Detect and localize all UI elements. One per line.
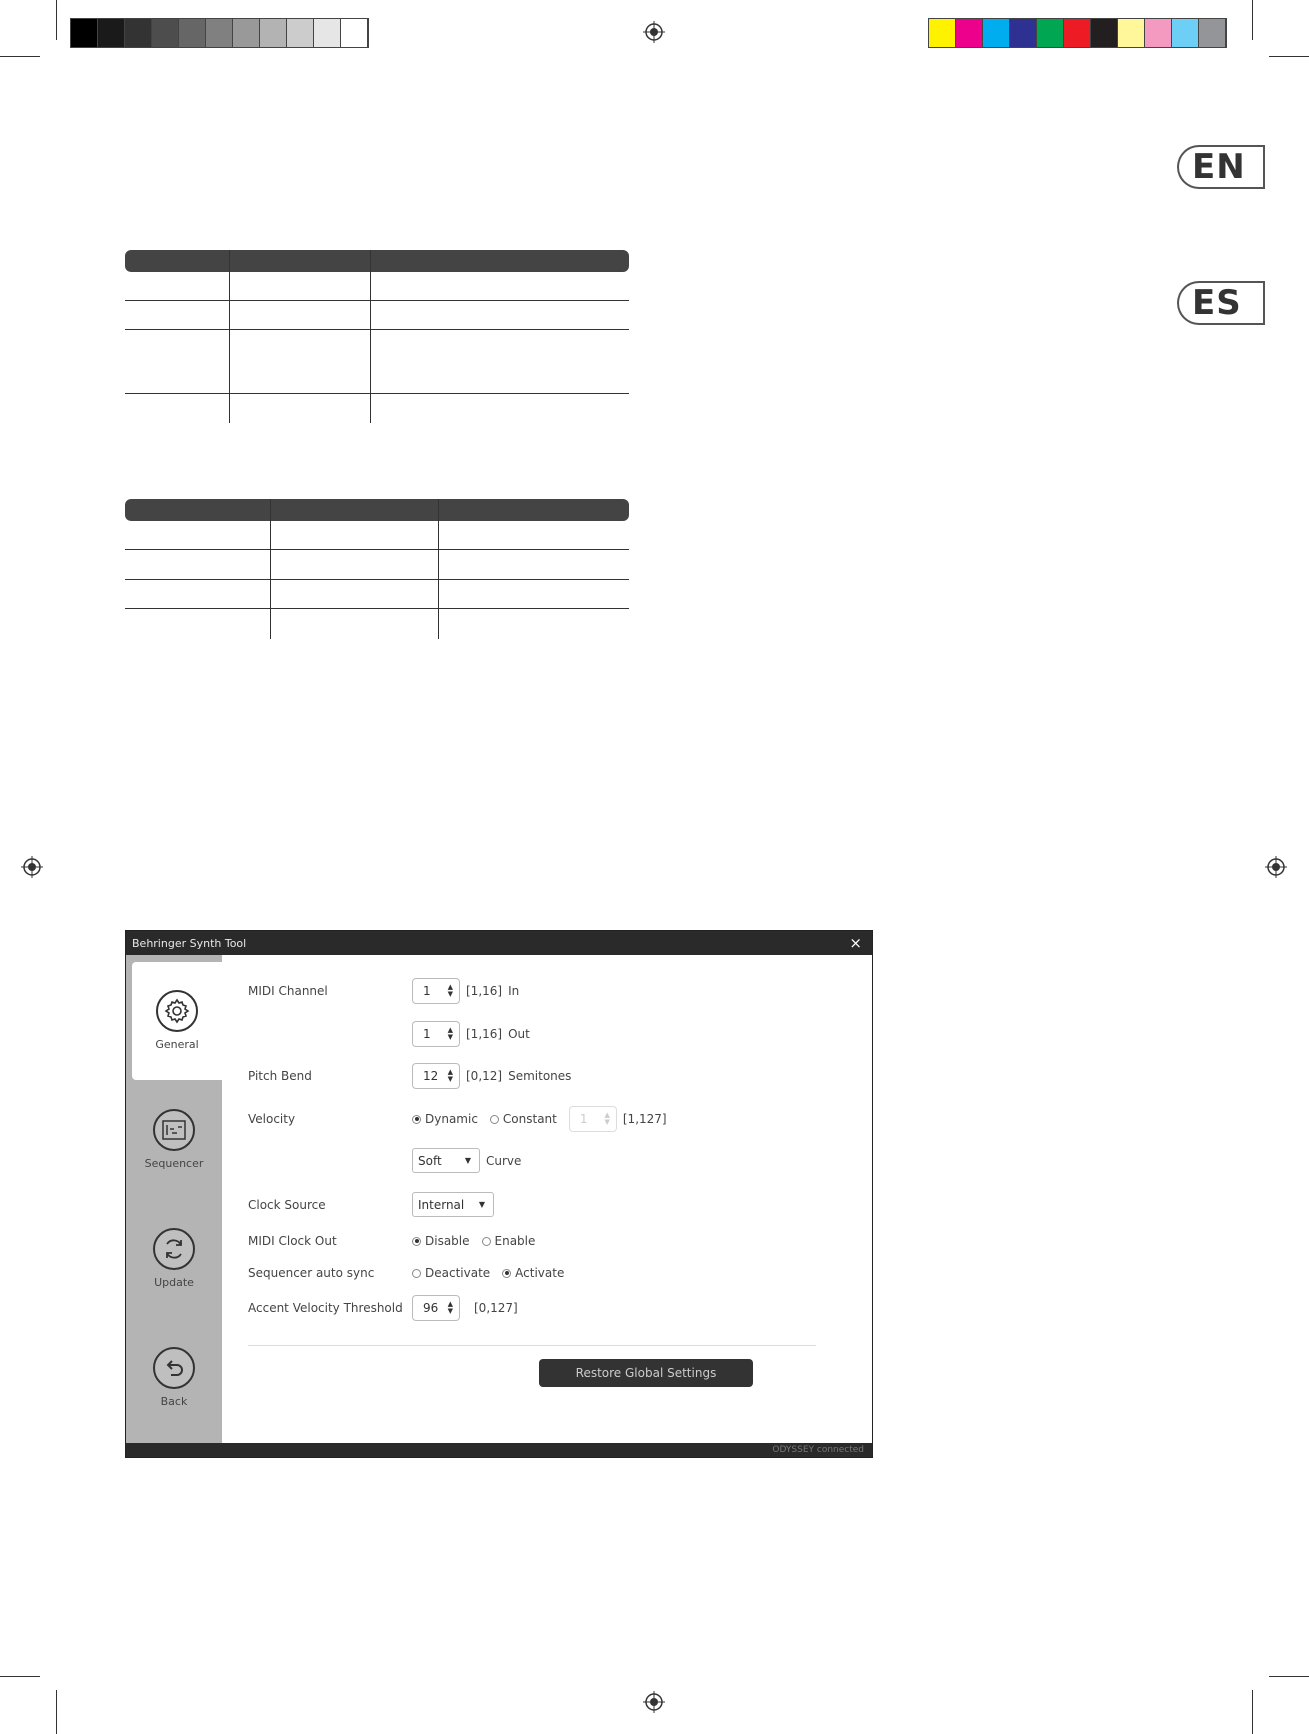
color-swatch xyxy=(314,19,341,47)
gear-icon xyxy=(156,990,198,1032)
pitch-bend-suffix: Semitones xyxy=(508,1069,572,1083)
velocity-constant-radio[interactable]: Constant xyxy=(490,1112,557,1126)
restore-global-settings-button[interactable]: Restore Global Settings xyxy=(539,1359,753,1387)
color-swatch xyxy=(206,19,233,47)
color-swatch xyxy=(179,19,206,47)
registration-mark-icon xyxy=(643,1691,665,1713)
color-swatch xyxy=(233,19,260,47)
registration-mark-icon xyxy=(21,856,43,878)
table-row xyxy=(125,301,629,330)
dropdown-arrow-icon: ▼ xyxy=(464,1156,471,1165)
midi-in-stepper[interactable]: 1 ▲ ▼ xyxy=(412,978,460,1004)
sidebar-item-label: Sequencer xyxy=(144,1157,204,1170)
color-swatch xyxy=(1064,19,1091,47)
velocity-dynamic-radio[interactable]: Dynamic xyxy=(412,1112,478,1126)
velocity-range: [1,127] xyxy=(622,1112,667,1126)
stepper-arrows-icon: ▲ ▼ xyxy=(447,1300,453,1315)
process-color-bar xyxy=(928,18,1227,48)
pitch-bend-label: Pitch Bend xyxy=(248,1069,312,1083)
accent-velocity-stepper[interactable]: 96 ▲ ▼ xyxy=(412,1295,460,1321)
sidebar xyxy=(126,955,222,1444)
color-swatch xyxy=(1037,19,1064,47)
velocity-curve-select[interactable]: Soft ▼ xyxy=(412,1148,480,1173)
title-bar xyxy=(126,931,872,955)
table-one xyxy=(125,250,629,423)
color-swatch xyxy=(1199,19,1226,47)
color-swatch xyxy=(1145,19,1172,47)
stepper-arrows-icon: ▲ ▼ xyxy=(604,1111,610,1126)
color-swatch xyxy=(260,19,287,47)
stepper-arrows-icon: ▲ ▼ xyxy=(447,1068,453,1083)
sequencer-icon xyxy=(153,1109,195,1151)
divider xyxy=(248,1345,816,1346)
accent-velocity-threshold-label: Accent Velocity Threshold xyxy=(248,1301,403,1315)
midi-out-suffix: Out xyxy=(508,1027,530,1041)
color-swatch xyxy=(1010,19,1037,47)
table-two xyxy=(125,499,629,639)
grayscale-color-bar xyxy=(70,18,369,48)
clock-out-disable-radio[interactable]: Disable xyxy=(412,1234,470,1248)
language-tab-en[interactable]: EN xyxy=(1177,145,1265,189)
stepper-arrows-icon: ▲ ▼ xyxy=(447,983,453,998)
table-header xyxy=(125,250,629,272)
table-row xyxy=(125,521,629,550)
velocity-constant-stepper[interactable]: 1 ▲ ▼ xyxy=(569,1106,617,1132)
sidebar-item-label: Update xyxy=(154,1276,194,1289)
stepper-arrows-icon: ▲ ▼ xyxy=(447,1026,453,1041)
back-icon xyxy=(153,1347,195,1389)
color-swatch xyxy=(71,19,98,47)
midi-channel-label: MIDI Channel xyxy=(248,984,328,998)
table-row xyxy=(125,580,629,609)
velocity-curve-label: Curve xyxy=(486,1153,522,1168)
table-row xyxy=(125,330,629,394)
accent-velocity-range: [0,127] xyxy=(474,1301,518,1315)
color-swatch xyxy=(956,19,983,47)
sidebar-item-update[interactable] xyxy=(126,1200,222,1318)
clock-source-select[interactable]: Internal ▼ xyxy=(412,1192,494,1217)
table-header xyxy=(125,499,629,521)
midi-clock-out-label: MIDI Clock Out xyxy=(248,1234,337,1248)
velocity-label: Velocity xyxy=(248,1112,296,1126)
midi-out-stepper[interactable]: 1 ▲ ▼ xyxy=(412,1021,460,1047)
clock-source-label: Clock Source xyxy=(248,1198,326,1212)
auto-sync-activate-radio[interactable]: Activate xyxy=(502,1266,564,1280)
language-tab-es[interactable]: ES xyxy=(1177,281,1265,325)
auto-sync-deactivate-radio[interactable]: Deactivate xyxy=(412,1266,490,1280)
sidebar-item-label: General xyxy=(155,1038,199,1051)
color-swatch xyxy=(1118,19,1145,47)
pitch-bend-range: [0,12] xyxy=(466,1069,503,1083)
status-bar: ODYSSEY connected xyxy=(126,1443,872,1457)
color-swatch xyxy=(1172,19,1199,47)
color-swatch xyxy=(287,19,314,47)
color-swatch xyxy=(341,19,368,47)
registration-mark-icon xyxy=(1265,856,1287,878)
midi-in-range: [1,16] xyxy=(466,984,503,998)
color-swatch xyxy=(125,19,152,47)
sidebar-item-back[interactable] xyxy=(126,1319,222,1437)
color-swatch xyxy=(1091,19,1118,47)
color-swatch xyxy=(98,19,125,47)
close-icon[interactable]: × xyxy=(849,934,862,952)
midi-in-suffix: In xyxy=(508,984,520,998)
sidebar-item-label: Back xyxy=(160,1395,188,1408)
pitch-bend-stepper[interactable]: 12 ▲ ▼ xyxy=(412,1063,460,1089)
table-row xyxy=(125,272,629,301)
general-settings-panel xyxy=(222,955,872,1443)
update-icon xyxy=(153,1228,195,1270)
color-swatch xyxy=(983,19,1010,47)
midi-out-range: [1,16] xyxy=(466,1027,503,1041)
clock-out-enable-radio[interactable]: Enable xyxy=(482,1234,536,1248)
color-swatch xyxy=(929,19,956,47)
sequencer-auto-sync-label: Sequencer auto sync xyxy=(248,1266,375,1280)
window-title: Behringer Synth Tool xyxy=(132,936,247,950)
synth-tool-window xyxy=(125,930,873,1458)
sidebar-item-general[interactable] xyxy=(132,962,222,1080)
dropdown-arrow-icon: ▼ xyxy=(478,1200,485,1209)
table-row xyxy=(125,550,629,580)
registration-mark-icon xyxy=(643,21,665,43)
color-swatch xyxy=(152,19,179,47)
sidebar-item-sequencer[interactable] xyxy=(126,1081,222,1199)
